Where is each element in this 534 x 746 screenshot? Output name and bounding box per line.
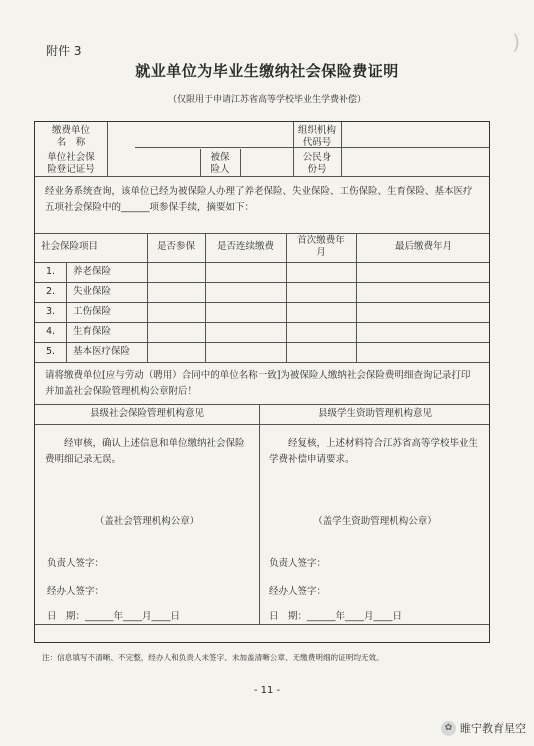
row-insurance-name: 工伤保险 xyxy=(73,306,112,317)
org-code-label: 组织机构 代码号 xyxy=(297,125,336,148)
form-rule xyxy=(35,233,489,234)
form-rule xyxy=(35,624,489,625)
employer-name-label: 缴费单位 名 称 xyxy=(51,125,90,148)
certificate-form xyxy=(34,121,490,643)
page-title: 就业单位为毕业生缴纳社会保险费证明 xyxy=(135,62,399,80)
row-number: 5. xyxy=(45,346,56,357)
row-number: 4. xyxy=(45,326,56,337)
footnote: 注：信息填写不清晰、不完整，经办人和负责人未签字、未加盖清晰公章、无缴费明细的证明均无效。 xyxy=(42,653,384,662)
form-rule xyxy=(66,262,67,362)
show-through-mark: ) xyxy=(512,30,520,54)
page-subtitle: （仅限用于申请江苏省高等学校毕业生学费补偿） xyxy=(167,95,366,105)
form-rule xyxy=(35,176,489,177)
id-number-field[interactable] xyxy=(342,150,490,175)
form-rule xyxy=(35,322,489,323)
left-panel-header: 县级社会保险管理机构意见 xyxy=(89,408,204,419)
form-rule xyxy=(35,262,489,263)
form-rule xyxy=(35,404,489,405)
left-manager-signature: 负责人签字： xyxy=(47,558,105,569)
col-header-enrolled: 是否参保 xyxy=(156,241,195,252)
attachment-label: 附件 3 xyxy=(46,44,82,58)
page-number: - 11 - xyxy=(253,685,281,696)
statement-text: 经业务系统查询，该单位已经为被保险人办理了养老保险、失业保险、工伤保险、生育保险、基本医疗五项社会保险中的______项参保手续，摘要如下： xyxy=(45,186,473,213)
row-number: 1. xyxy=(45,266,56,277)
insured-label: 被保 险人 xyxy=(210,152,230,175)
right-manager-signature: 负责人签字： xyxy=(269,558,327,569)
left-panel-seal: （盖社会管理机构公章） xyxy=(94,516,200,527)
watermark xyxy=(441,720,526,736)
row-insurance-name: 基本医疗保险 xyxy=(73,346,131,357)
col-header-first-payment: 首次缴费年 月 xyxy=(297,235,345,258)
form-rule xyxy=(35,302,489,303)
social-reg-label: 单位社会保 险登记证号 xyxy=(47,152,95,175)
form-rule xyxy=(259,404,260,624)
col-header-continuous: 是否连续缴费 xyxy=(216,241,274,252)
id-number-label: 公民身 份号 xyxy=(302,152,332,175)
social-reg-field[interactable] xyxy=(108,150,199,175)
left-date: 日 期：______年____月____日 xyxy=(47,611,181,622)
insured-field[interactable] xyxy=(241,150,292,175)
row-number: 2. xyxy=(45,286,56,297)
col-header-item: 社会保险项目 xyxy=(41,241,99,252)
right-date: 日 期：______年____月____日 xyxy=(269,611,403,622)
form-rule xyxy=(35,282,489,283)
right-panel-header: 县级学生资助管理机构意见 xyxy=(317,408,432,419)
col-header-last-payment: 最后缴费年月 xyxy=(394,241,452,252)
row-insurance-name: 养老保险 xyxy=(73,266,112,277)
wechat-logo-icon: ✿ xyxy=(441,721,456,736)
form-rule xyxy=(35,424,489,425)
employer-name-field[interactable] xyxy=(108,123,292,147)
right-handler-signature: 经办人签字： xyxy=(269,586,327,597)
right-panel-body: 经复核，上述材料符合江苏省高等学校毕业生学费补偿申请要求。 xyxy=(269,438,479,465)
watermark-text: 睢宁教育星空 xyxy=(460,722,526,735)
instruction-text: 请将缴费单位[应与劳动（聘用）合同中的单位名称一致]为被保险人缴纳社会保险费明细查询记录打印并加盖社会保险管理机构公章附后！ xyxy=(45,370,471,397)
row-number: 3. xyxy=(45,306,56,317)
row-insurance-name: 生育保险 xyxy=(73,326,112,337)
form-rule xyxy=(35,362,489,363)
right-panel-seal: （盖学生资助管理机构公章） xyxy=(313,516,437,527)
left-panel-body: 经审核，确认上述信息和单位缴纳社会保险费明细记录无误。 xyxy=(45,438,245,465)
form-rule xyxy=(35,342,489,343)
row-insurance-name: 失业保险 xyxy=(73,286,112,297)
left-handler-signature: 经办人签字： xyxy=(47,586,105,597)
org-code-field[interactable] xyxy=(342,123,490,147)
